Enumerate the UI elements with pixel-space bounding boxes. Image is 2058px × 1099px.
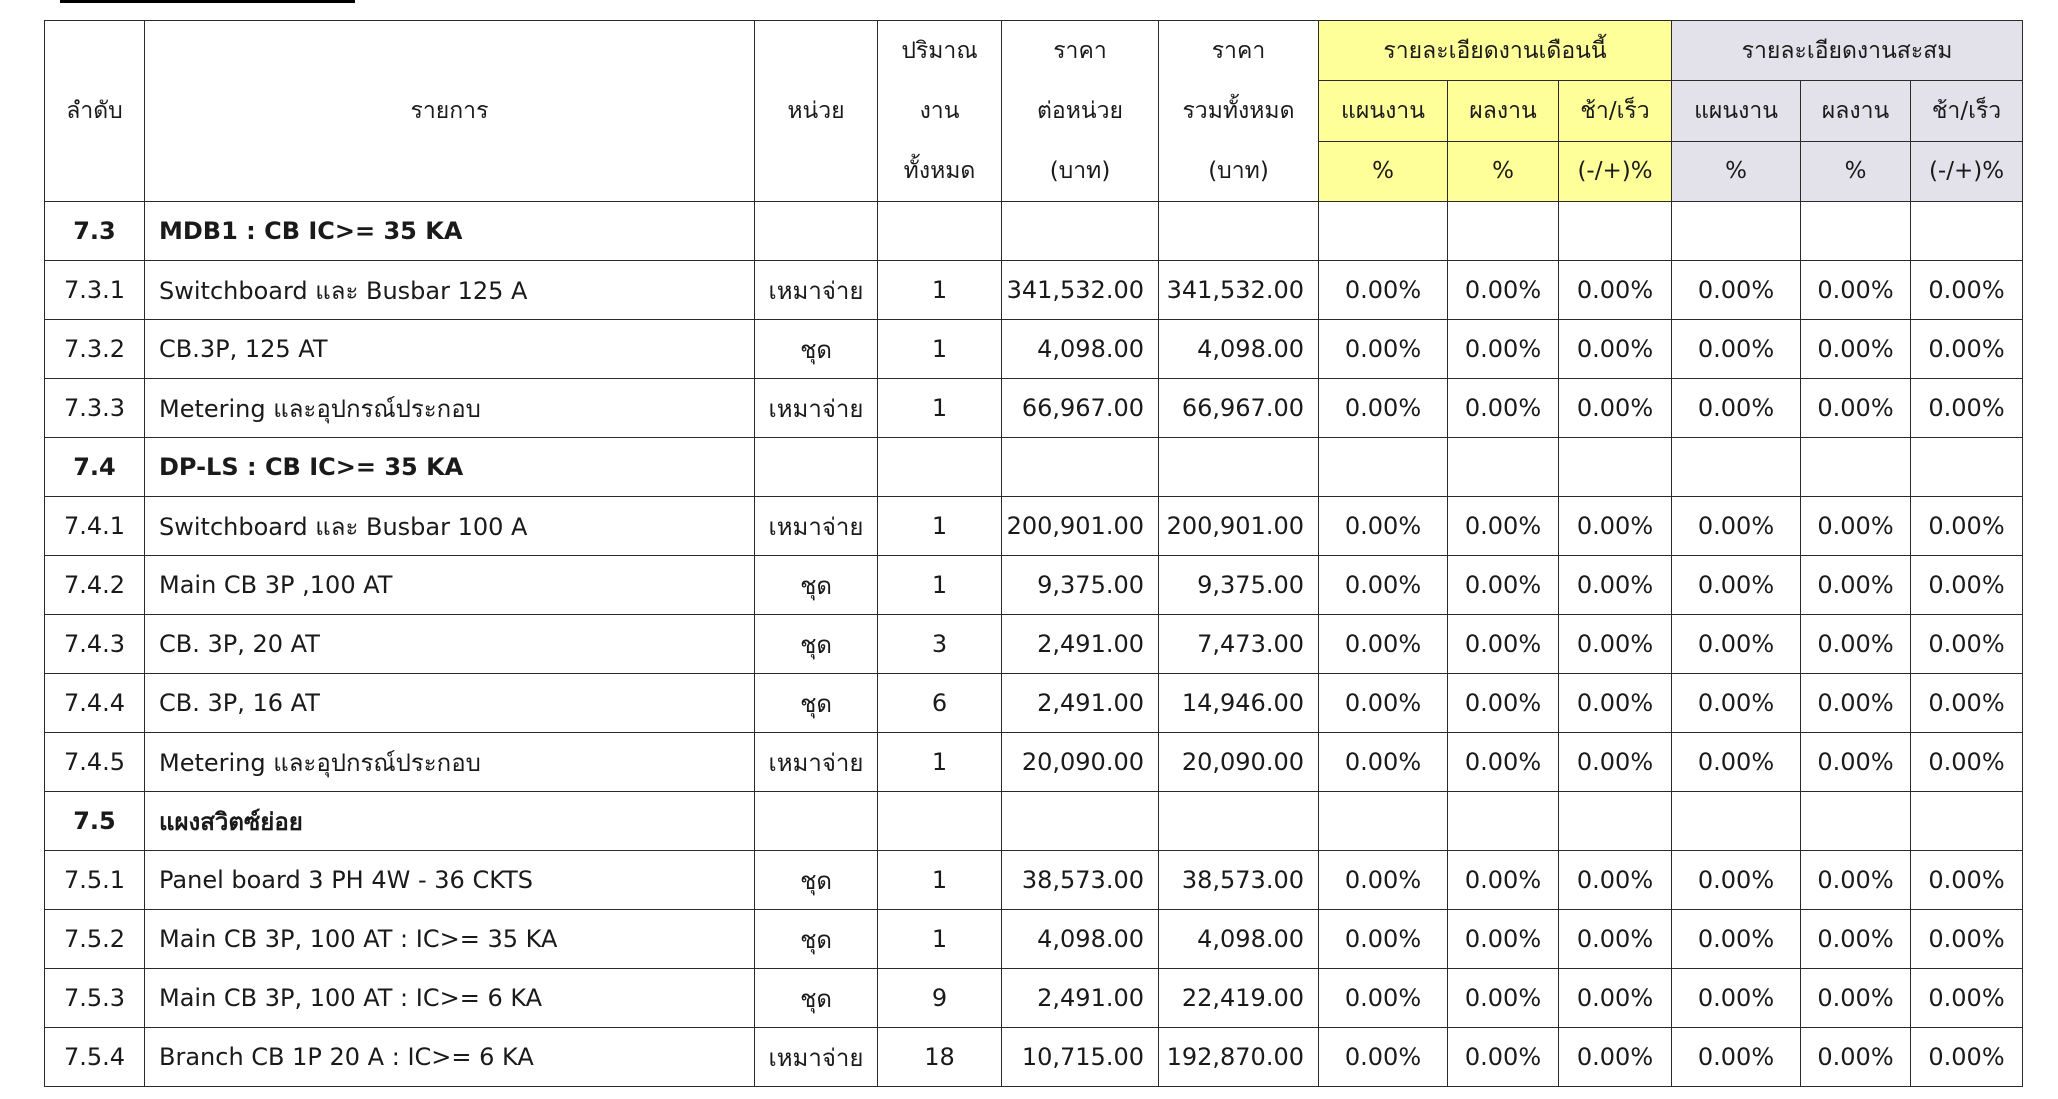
cell-month-result: [1448, 792, 1559, 851]
cell-cum-diff: 0.00%: [1911, 910, 2023, 969]
cell-month-result: 0.00%: [1448, 851, 1559, 910]
cell-cum-result: 0.00%: [1801, 497, 1911, 556]
cell-cum-plan: 0.00%: [1672, 379, 1801, 438]
cell-item: CB. 3P, 16 AT: [145, 674, 755, 733]
col-total-price-header: [1159, 21, 1319, 202]
cell-item: Branch CB 1P 20 A : IC>= 6 KA: [145, 1028, 755, 1087]
qty-header-line: ทั้งหมด: [903, 158, 976, 184]
cell-month-result: [1448, 202, 1559, 261]
section-row: [45, 438, 2023, 497]
cell-month-diff: 0.00%: [1559, 497, 1672, 556]
cell-month-result: [1448, 438, 1559, 497]
cell-seq: 7.4.1: [45, 497, 145, 556]
table-row: [45, 851, 2023, 910]
cell-total: [1159, 438, 1319, 497]
cell-month-result: 0.00%: [1448, 556, 1559, 615]
cell-cum-plan: 0.00%: [1672, 615, 1801, 674]
cell-month-diff: 0.00%: [1559, 1028, 1672, 1087]
cell-unit: ชุด: [755, 674, 878, 733]
cell-month-diff: 0.00%: [1559, 261, 1672, 320]
table-row: [45, 674, 2023, 733]
month-result-pct-header: %: [1448, 141, 1559, 201]
top-rule: [60, 0, 355, 3]
cell-unit-price: 200,901.00: [1002, 497, 1159, 556]
cell-seq: 7.5.1: [45, 851, 145, 910]
cell-seq: 7.3: [45, 202, 145, 261]
cell-qty: 1: [878, 910, 1002, 969]
cell-month-result: 0.00%: [1448, 261, 1559, 320]
cell-month-plan: 0.00%: [1319, 497, 1448, 556]
cell-unit-price: 66,967.00: [1002, 379, 1159, 438]
table-row: [45, 261, 2023, 320]
qty-header-line: ปริมาณ: [901, 38, 978, 64]
cell-qty: 1: [878, 851, 1002, 910]
cell-cum-result: 0.00%: [1801, 674, 1911, 733]
cell-unit-price: 9,375.00: [1002, 556, 1159, 615]
cell-unit: ชุด: [755, 969, 878, 1028]
cell-unit-price: 2,491.00: [1002, 615, 1159, 674]
cum-plan-header: แผนงาน: [1672, 81, 1801, 141]
cell-item: CB.3P, 125 AT: [145, 320, 755, 379]
month-plan-header: แผนงาน: [1319, 81, 1448, 141]
cell-cum-diff: 0.00%: [1911, 379, 2023, 438]
cell-month-diff: 0.00%: [1559, 910, 1672, 969]
table-row: [45, 615, 2023, 674]
cell-month-result: 0.00%: [1448, 910, 1559, 969]
cell-total: 22,419.00: [1159, 969, 1319, 1028]
cell-month-plan: [1319, 792, 1448, 851]
cell-cum-result: 0.00%: [1801, 615, 1911, 674]
cell-month-diff: 0.00%: [1559, 851, 1672, 910]
cell-total: 20,090.00: [1159, 733, 1319, 792]
cell-qty: [878, 438, 1002, 497]
table-row: [45, 320, 2023, 379]
cell-total: 4,098.00: [1159, 910, 1319, 969]
col-qty-header: [878, 21, 1002, 202]
cell-item: Main CB 3P, 100 AT : IC>= 35 KA: [145, 910, 755, 969]
cell-unit: [755, 792, 878, 851]
cell-month-result: 0.00%: [1448, 1028, 1559, 1087]
cell-item: Switchboard และ Busbar 125 A: [145, 261, 755, 320]
cell-cum-result: 0.00%: [1801, 969, 1911, 1028]
cell-cum-plan: 0.00%: [1672, 674, 1801, 733]
cell-unit-price: 2,491.00: [1002, 969, 1159, 1028]
cell-unit: เหมาจ่าย: [755, 497, 878, 556]
cell-month-diff: 0.00%: [1559, 320, 1672, 379]
cum-result-pct-header: %: [1801, 141, 1911, 201]
cell-item: Metering และอุปกรณ์ประกอบ: [145, 379, 755, 438]
cell-unit-price: [1002, 792, 1159, 851]
unit-price-header-line: ต่อหน่วย: [1036, 98, 1124, 124]
table-row: [45, 1028, 2023, 1087]
cell-seq: 7.5: [45, 792, 145, 851]
cell-qty: 1: [878, 379, 1002, 438]
cell-month-diff: 0.00%: [1559, 615, 1672, 674]
cell-month-plan: 0.00%: [1319, 674, 1448, 733]
cell-month-plan: [1319, 202, 1448, 261]
cell-month-diff: 0.00%: [1559, 674, 1672, 733]
cell-total: 341,532.00: [1159, 261, 1319, 320]
table-row: [45, 379, 2023, 438]
cum-diff-pct-header: (-/+)%: [1911, 141, 2023, 201]
cell-month-diff: [1559, 792, 1672, 851]
cell-cum-plan: 0.00%: [1672, 556, 1801, 615]
cell-item: CB. 3P, 20 AT: [145, 615, 755, 674]
cell-unit-price: 341,532.00: [1002, 261, 1159, 320]
cell-total: 14,946.00: [1159, 674, 1319, 733]
month-diff-pct-header: (-/+)%: [1559, 141, 1672, 201]
cell-cum-plan: 0.00%: [1672, 969, 1801, 1028]
cell-cum-plan: 0.00%: [1672, 261, 1801, 320]
cell-cum-diff: 0.00%: [1911, 969, 2023, 1028]
cell-cum-diff: 0.00%: [1911, 1028, 2023, 1087]
cell-seq: 7.4: [45, 438, 145, 497]
col-unit-header: หน่วย: [755, 21, 878, 202]
table-row: [45, 969, 2023, 1028]
cell-total: 9,375.00: [1159, 556, 1319, 615]
cell-item: Metering และอุปกรณ์ประกอบ: [145, 733, 755, 792]
col-unit-price-header: [1002, 21, 1159, 202]
cell-cum-result: 0.00%: [1801, 910, 1911, 969]
cell-month-plan: 0.00%: [1319, 851, 1448, 910]
cell-qty: [878, 202, 1002, 261]
cell-total: [1159, 202, 1319, 261]
cell-month-result: 0.00%: [1448, 379, 1559, 438]
month-diff-header: ช้า/เร็ว: [1559, 81, 1672, 141]
cell-seq: 7.4.2: [45, 556, 145, 615]
cell-total: 66,967.00: [1159, 379, 1319, 438]
section-row: [45, 202, 2023, 261]
month-group-header: รายละเอียดงานเดือนนี้: [1319, 21, 1672, 81]
cell-cum-result: 0.00%: [1801, 379, 1911, 438]
cell-total: 38,573.00: [1159, 851, 1319, 910]
cell-month-diff: 0.00%: [1559, 733, 1672, 792]
cell-seq: 7.4.4: [45, 674, 145, 733]
cell-seq: 7.4.3: [45, 615, 145, 674]
cell-item: Switchboard และ Busbar 100 A: [145, 497, 755, 556]
cell-cum-result: 0.00%: [1801, 1028, 1911, 1087]
cell-month-result: 0.00%: [1448, 320, 1559, 379]
cell-unit: ชุด: [755, 556, 878, 615]
unit-price-header-line: ราคา: [1053, 38, 1107, 64]
table-row: [45, 733, 2023, 792]
cell-unit: ชุด: [755, 851, 878, 910]
cell-total: [1159, 792, 1319, 851]
cell-cum-diff: 0.00%: [1911, 320, 2023, 379]
cell-month-plan: 0.00%: [1319, 733, 1448, 792]
cell-item: แผงสวิตซ์ย่อย: [145, 792, 755, 851]
cell-cum-diff: 0.00%: [1911, 674, 2023, 733]
cell-cum-result: 0.00%: [1801, 261, 1911, 320]
cell-total: 200,901.00: [1159, 497, 1319, 556]
cell-unit: [755, 202, 878, 261]
boq-table: [44, 20, 2023, 1087]
cell-qty: 1: [878, 497, 1002, 556]
cell-month-plan: 0.00%: [1319, 320, 1448, 379]
cell-item: MDB1 : CB IC>= 35 KA: [145, 202, 755, 261]
cell-cum-result: 0.00%: [1801, 733, 1911, 792]
cell-cum-diff: [1911, 792, 2023, 851]
cell-unit-price: [1002, 438, 1159, 497]
unit-price-header-line: (บาท): [1049, 158, 1111, 184]
cell-cum-diff: [1911, 202, 2023, 261]
cell-cum-result: 0.00%: [1801, 556, 1911, 615]
cell-cum-plan: [1672, 792, 1801, 851]
cell-qty: 1: [878, 556, 1002, 615]
cell-cum-diff: 0.00%: [1911, 851, 2023, 910]
cell-cum-plan: 0.00%: [1672, 910, 1801, 969]
table-body: [45, 202, 2023, 1087]
cell-unit: เหมาจ่าย: [755, 733, 878, 792]
cell-cum-result: [1801, 202, 1911, 261]
cell-total: 192,870.00: [1159, 1028, 1319, 1087]
cell-unit-price: 4,098.00: [1002, 320, 1159, 379]
cell-cum-diff: 0.00%: [1911, 497, 2023, 556]
cell-seq: 7.5.3: [45, 969, 145, 1028]
cell-seq: 7.3.1: [45, 261, 145, 320]
cell-month-plan: [1319, 438, 1448, 497]
section-row: [45, 792, 2023, 851]
cell-cum-plan: 0.00%: [1672, 733, 1801, 792]
cum-result-header: ผลงาน: [1801, 81, 1911, 141]
cell-month-diff: 0.00%: [1559, 556, 1672, 615]
cell-month-diff: 0.00%: [1559, 969, 1672, 1028]
cell-month-result: 0.00%: [1448, 497, 1559, 556]
total-price-header-line: (บาท): [1208, 158, 1269, 184]
cell-unit: ชุด: [755, 910, 878, 969]
qty-header-line: งาน: [919, 98, 960, 124]
col-item-header: รายการ: [145, 21, 755, 202]
cum-plan-pct-header: %: [1672, 141, 1801, 201]
cell-seq: 7.5.2: [45, 910, 145, 969]
cell-unit: ชุด: [755, 320, 878, 379]
cumulative-group-header: รายละเอียดงานสะสม: [1672, 21, 2023, 81]
month-result-header: ผลงาน: [1448, 81, 1559, 141]
cell-cum-diff: 0.00%: [1911, 615, 2023, 674]
cell-item: Main CB 3P, 100 AT : IC>= 6 KA: [145, 969, 755, 1028]
cell-unit-price: 2,491.00: [1002, 674, 1159, 733]
cell-qty: 3: [878, 615, 1002, 674]
cell-month-diff: 0.00%: [1559, 379, 1672, 438]
cell-cum-diff: 0.00%: [1911, 556, 2023, 615]
cell-unit: ชุด: [755, 615, 878, 674]
cell-unit: เหมาจ่าย: [755, 261, 878, 320]
cell-cum-result: 0.00%: [1801, 320, 1911, 379]
table-row: [45, 556, 2023, 615]
cell-qty: 1: [878, 320, 1002, 379]
cell-month-plan: 0.00%: [1319, 969, 1448, 1028]
table-header: [45, 21, 2023, 202]
cell-month-result: 0.00%: [1448, 615, 1559, 674]
cell-cum-plan: [1672, 202, 1801, 261]
cell-month-result: 0.00%: [1448, 733, 1559, 792]
cell-unit: เหมาจ่าย: [755, 379, 878, 438]
cell-item: Panel board 3 PH 4W - 36 CKTS: [145, 851, 755, 910]
cell-item: DP-LS : CB IC>= 35 KA: [145, 438, 755, 497]
cell-month-plan: 0.00%: [1319, 910, 1448, 969]
cell-cum-plan: [1672, 438, 1801, 497]
cell-cum-diff: 0.00%: [1911, 733, 2023, 792]
cell-seq: 7.3.2: [45, 320, 145, 379]
cell-unit-price: 10,715.00: [1002, 1028, 1159, 1087]
cell-seq: 7.4.5: [45, 733, 145, 792]
cell-qty: 9: [878, 969, 1002, 1028]
cell-month-diff: [1559, 438, 1672, 497]
cell-unit: [755, 438, 878, 497]
cell-month-result: 0.00%: [1448, 969, 1559, 1028]
cum-diff-header: ช้า/เร็ว: [1911, 81, 2023, 141]
cell-qty: 6: [878, 674, 1002, 733]
cell-total: 7,473.00: [1159, 615, 1319, 674]
cell-qty: 1: [878, 733, 1002, 792]
cell-cum-result: [1801, 792, 1911, 851]
total-price-header-line: รวมทั้งหมด: [1182, 98, 1295, 124]
cell-unit-price: 4,098.00: [1002, 910, 1159, 969]
cell-unit-price: [1002, 202, 1159, 261]
cell-qty: [878, 792, 1002, 851]
cell-cum-plan: 0.00%: [1672, 320, 1801, 379]
total-price-header-line: ราคา: [1211, 38, 1266, 64]
cell-cum-plan: 0.00%: [1672, 497, 1801, 556]
cell-unit-price: 20,090.00: [1002, 733, 1159, 792]
table-row: [45, 910, 2023, 969]
cell-item: Main CB 3P ,100 AT: [145, 556, 755, 615]
cell-month-diff: [1559, 202, 1672, 261]
cell-unit: เหมาจ่าย: [755, 1028, 878, 1087]
cell-qty: 1: [878, 261, 1002, 320]
cell-cum-result: 0.00%: [1801, 851, 1911, 910]
cell-cum-plan: 0.00%: [1672, 851, 1801, 910]
cell-cum-diff: [1911, 438, 2023, 497]
cell-month-result: 0.00%: [1448, 674, 1559, 733]
table-row: [45, 497, 2023, 556]
cell-cum-plan: 0.00%: [1672, 1028, 1801, 1087]
cell-month-plan: 0.00%: [1319, 1028, 1448, 1087]
col-seq-header: ลำดับ: [45, 21, 145, 202]
cell-month-plan: 0.00%: [1319, 261, 1448, 320]
cell-total: 4,098.00: [1159, 320, 1319, 379]
cell-unit-price: 38,573.00: [1002, 851, 1159, 910]
cell-month-plan: 0.00%: [1319, 379, 1448, 438]
cell-seq: 7.5.4: [45, 1028, 145, 1087]
cell-month-plan: 0.00%: [1319, 615, 1448, 674]
month-plan-pct-header: %: [1319, 141, 1448, 201]
cell-month-plan: 0.00%: [1319, 556, 1448, 615]
cell-seq: 7.3.3: [45, 379, 145, 438]
cell-cum-result: [1801, 438, 1911, 497]
cell-cum-diff: 0.00%: [1911, 261, 2023, 320]
cell-qty: 18: [878, 1028, 1002, 1087]
